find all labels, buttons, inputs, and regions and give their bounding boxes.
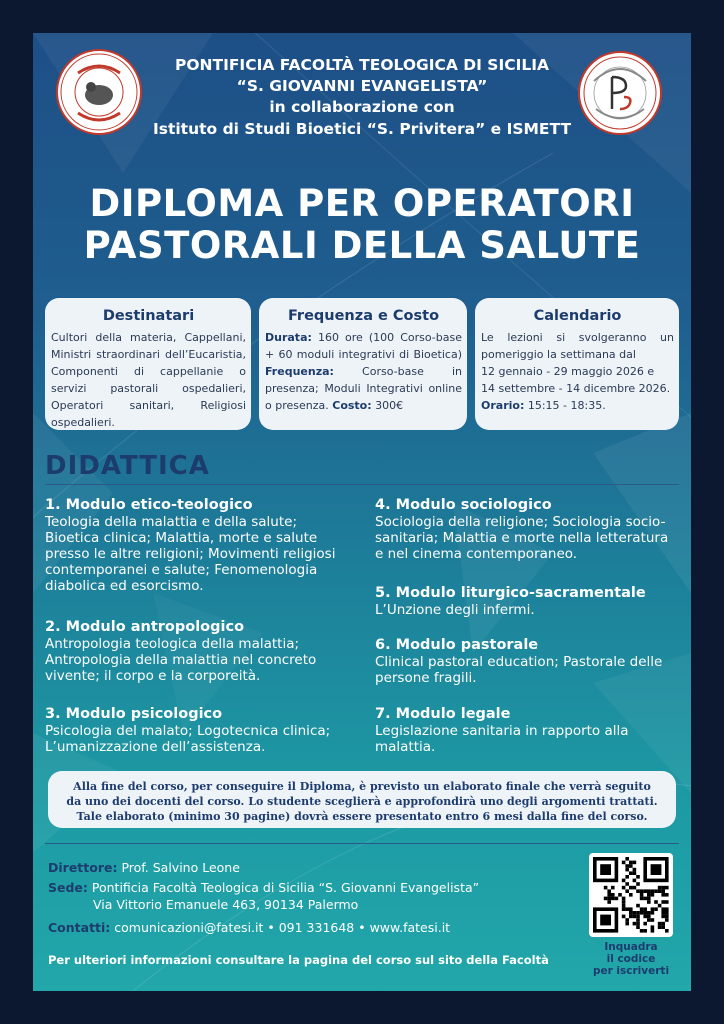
note-line-3: Tale elaborato (minimo 30 pagine) dovrà essere presentato entro 6 mesi dalla fine del corso. — [76, 810, 648, 823]
module-title: 4. Modulo sociologico — [375, 497, 552, 513]
header — [33, 55, 691, 140]
module-text: Teologia della malattia e della salute; Bioetica clinica; Malattia, morte e salute presso le altre religioni; Movimenti religiosi contemporanei e salute; Fenomenologia diabolica ed esorcismo. — [45, 514, 336, 594]
module-title: 2. Modulo antropologico — [45, 619, 245, 635]
header-line-collaboration: in collaborazione con — [269, 98, 455, 116]
durata-value: 160 ore (100 Corso-base + 60 moduli integrativi di Bioetica) — [265, 331, 462, 361]
module-text: Antropologia teologica della malattia; Antropologia della malattia nel concreto vivente; il corpo e la corporeità. — [45, 636, 317, 684]
header-line-institute: Istituto di Studi Bioetici “S. Privitera” e ISMETT — [152, 120, 572, 138]
calendario-orario — [481, 397, 674, 414]
qr-caption-line-2: il codice — [606, 953, 656, 965]
header-line-faculty: PONTIFICIA FACOLTÀ TEOLOGICA DI SICILIA — [174, 56, 549, 74]
module-2 — [45, 618, 350, 684]
orario-label: Orario: — [481, 399, 525, 412]
calendario-line-1: Le lezioni si svolgeranno un pomeriggio la settimana dal — [481, 331, 674, 361]
note-line-1: Alla fine del corso, per conseguire il Diploma, è previsto un elaborato finale che verrà seguito — [73, 780, 651, 793]
card-calendario-title: Calendario — [533, 308, 622, 324]
title-line-2: PASTORALI DELLA SALUTE — [83, 224, 641, 267]
didattica-heading: DIDATTICA — [45, 451, 210, 481]
card-frequenza — [259, 298, 467, 430]
calendario-line-2: 12 gennaio - 29 maggio 2026 e — [481, 365, 655, 378]
module-text: Psicologia del malato; Logotecnica clinica; L’umanizzazione dell’assistenza. — [45, 723, 331, 755]
divider — [45, 843, 679, 844]
qr-caption-line-3: per iscriverti — [592, 965, 670, 977]
module-5 — [375, 584, 680, 618]
module-title: 3. Modulo psicologico — [45, 706, 223, 722]
card-destinatari-title: Destinatari — [102, 308, 195, 324]
module-title: 1. Modulo etico-teologico — [45, 497, 253, 513]
card-calendario-text — [481, 329, 674, 414]
sede-label: Sede: — [48, 880, 88, 895]
durata-label: Durata: — [265, 331, 312, 344]
costo-label: Costo: — [332, 399, 372, 412]
module-text: Sociologia della religione; Sociologia socio-sanitaria; Malattia e morte nella letteratura e nel cinema contemporaneo. — [375, 514, 669, 562]
module-title: 7. Modulo legale — [375, 706, 511, 722]
header-line-name: “S. GIOVANNI EVANGELISTA” — [236, 77, 488, 95]
module-text: L’Unzione degli infermi. — [375, 602, 535, 618]
card-calendario — [475, 298, 679, 430]
final-thesis-note — [48, 771, 676, 828]
module-text: Clinical pastoral education; Pastorale delle persone fragili. — [375, 654, 663, 686]
contatti-row[interactable] — [48, 919, 479, 936]
frequenza-label: Frequenza: — [265, 365, 334, 378]
card-destinatari — [45, 298, 251, 430]
module-4 — [375, 496, 680, 562]
note-line-2: da uno dei docenti del corso. Lo studente sceglierà e approfondirà uno degli argomenti trattati. — [66, 795, 658, 808]
module-title: 5. Modulo liturgico-sacramentale — [375, 585, 646, 601]
contacts — [48, 859, 479, 936]
sede-value: Pontificia Facoltà Teologica di Sicilia “S. Giovanni Evangelista” — [87, 880, 480, 895]
contatti-label: Contatti: — [48, 920, 111, 935]
qr-code[interactable] — [589, 853, 673, 937]
footer-info: Per ulteriori informazioni consultare la pagina del corso sul sito della Facoltà — [48, 953, 549, 967]
direttore-label: Direttore: — [48, 860, 118, 875]
card-destinatari-text: Cultori della materia, Cappellani, Ministri straordinari dell’Eucaristia, Componenti di cappellanie o servizi pastorali ospedalieri, Operatori sanitari, Religiosi ospedalieri. — [51, 331, 246, 429]
sede-row — [48, 879, 479, 896]
module-1 — [45, 496, 350, 594]
module-7 — [375, 705, 680, 755]
module-6 — [375, 636, 680, 686]
module-text: Legislazione sanitaria in rapporto alla malattia. — [375, 723, 629, 755]
qr-caption-line-1: Inquadra — [604, 941, 658, 953]
direttore-value: Prof. Salvino Leone — [117, 860, 240, 875]
card-frequenza-title: Frequenza e Costo — [287, 308, 440, 324]
module-title: 6. Modulo pastorale — [375, 637, 539, 653]
orario-value: 15:15 - 18:35. — [524, 399, 606, 412]
costo-value: 300€ — [371, 399, 404, 412]
contatti-value[interactable]: comunicazioni@fatesi.it • 091 331648 • www.fatesi.it — [110, 920, 451, 935]
page-title — [33, 183, 691, 267]
poster-panel — [33, 33, 691, 991]
title-line-1: DIPLOMA PER OPERATORI — [89, 182, 635, 225]
direttore-row — [48, 859, 479, 876]
module-3 — [45, 705, 360, 755]
calendario-line-3: 14 settembre - 14 dicembre 2026. — [481, 382, 671, 395]
qr-caption — [581, 941, 681, 977]
frequenza-value: Corso-base in presenza; Moduli Integrativi online o presenza. — [265, 365, 462, 412]
card-frequenza-text — [265, 329, 462, 414]
divider — [45, 484, 679, 485]
sede-address: Via Vittorio Emanuele 463, 90134 Palermo — [93, 897, 359, 912]
